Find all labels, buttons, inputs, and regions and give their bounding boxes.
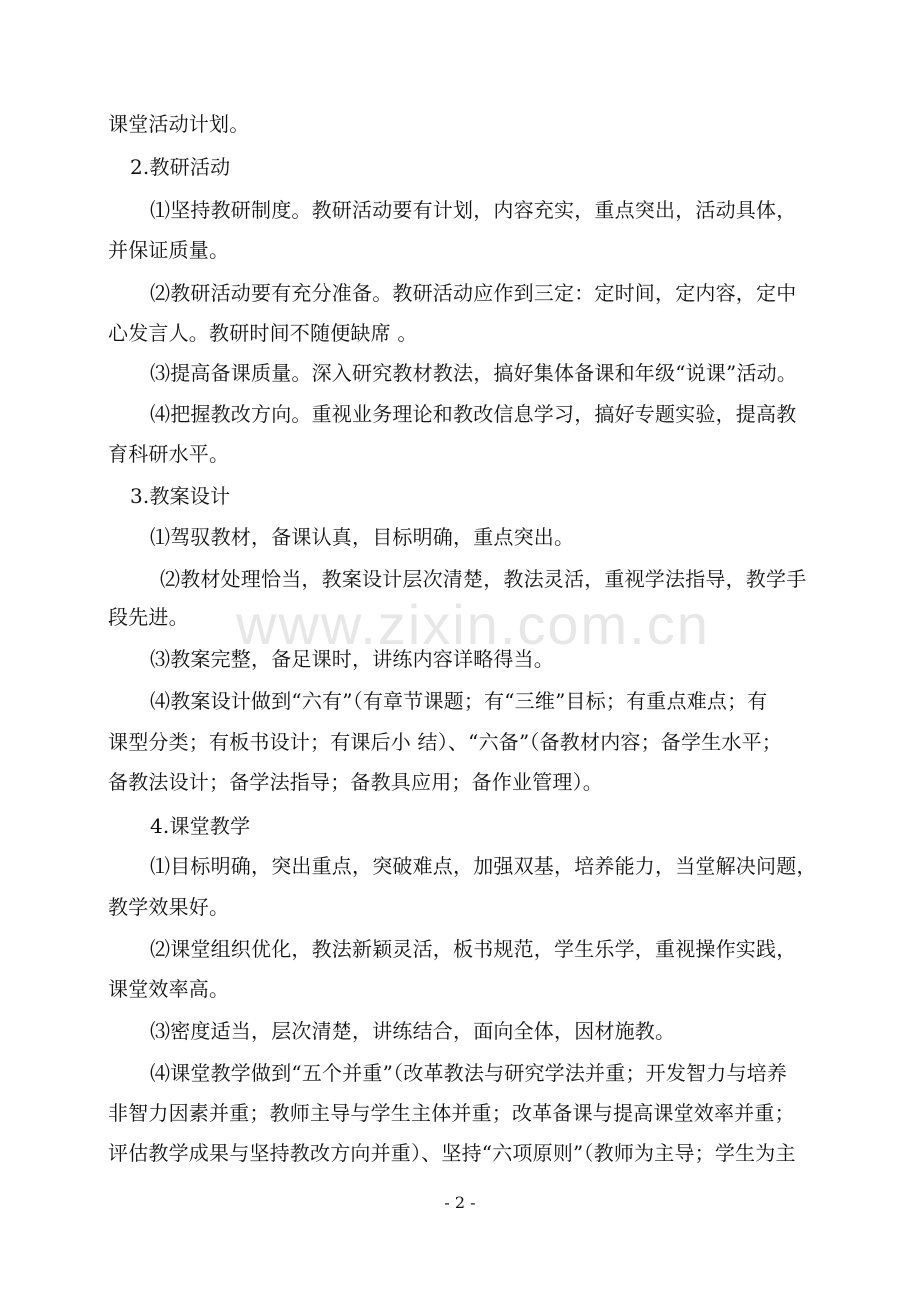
text-line: 备教法设计；备学法指导；备教具应用；备作业管理）。: [108, 770, 603, 794]
text-line: 课堂效率高。: [108, 977, 230, 1001]
section-heading-lesson-plan: 3.教案设计: [130, 484, 231, 508]
text-line: 非智力因素并重；教师主导与学生主体并重；改革备课与提高课堂效率并重；: [108, 1101, 795, 1125]
text-line: ⑴坚持教研制度。教研活动要有计划，内容充实，重点突出，活动具体，: [150, 198, 797, 222]
text-line: ⑷课堂教学做到“五个并重”（改革教法与研究学法并重；开发智力与培养: [150, 1061, 788, 1085]
text-line: 教学效果好。: [108, 895, 230, 919]
text-line: ⑴驾驭教材，备课认真，目标明确，重点突出。: [150, 525, 575, 549]
text-line: 课型分类；有板书设计；有课后小 结）、“六备”（备教材内容；备学生水平；: [108, 730, 783, 754]
text-line: ⑶密度适当，层次清楚，讲练结合，面向全体，因材施教。: [150, 1019, 676, 1043]
text-line: 段先进。: [108, 605, 189, 629]
section-heading-teaching-research: 2.教研活动: [130, 155, 231, 179]
text-line: 评估教学成果与坚持教改方向并重）、坚持“六项原则”（教师为主导；学生为主: [108, 1141, 796, 1165]
text-line: ⑶提高备课质量。深入研究教材教法，搞好集体备课和年级“说课”活动。: [150, 361, 798, 385]
text-line: ⑷把握教改方向。重视业务理论和教改信息学习，搞好专题实验，提高教: [150, 402, 797, 426]
text-line: ⑴目标明确，突出重点，突破难点，加强双基，培养能力，当堂解决问题，: [150, 854, 817, 878]
text-line: ⑶教案完整，备足课时，讲练内容详略得当。: [150, 647, 554, 671]
watermark: www.zixin.com.cn: [236, 593, 710, 656]
page-number: - 2 -: [444, 1193, 476, 1212]
text-line: 育科研水平。: [108, 442, 230, 466]
text-line: 心发言人。教研时间不随便缺席 。: [108, 321, 418, 345]
text-line: 课堂活动计划。: [108, 112, 250, 136]
text-line: 并保证质量。: [108, 238, 230, 262]
text-line: ⑷教案设计做到“六有”（有章节课题；有“三维”目标；有重点难点；有: [150, 689, 768, 713]
text-line: ⑵教材处理恰当，教案设计层次清楚，教法灵活，重视学法指导，教学手: [160, 567, 807, 591]
text-line: ⑵课堂组织优化，教法新颖灵活，板书规范，学生乐学，重视操作实践，: [150, 937, 797, 961]
text-line: ⑵教研活动要有充分准备。教研活动应作到三定：定时间，定内容，定中: [150, 281, 797, 305]
section-heading-classroom-teaching: 4.课堂教学: [150, 814, 251, 838]
